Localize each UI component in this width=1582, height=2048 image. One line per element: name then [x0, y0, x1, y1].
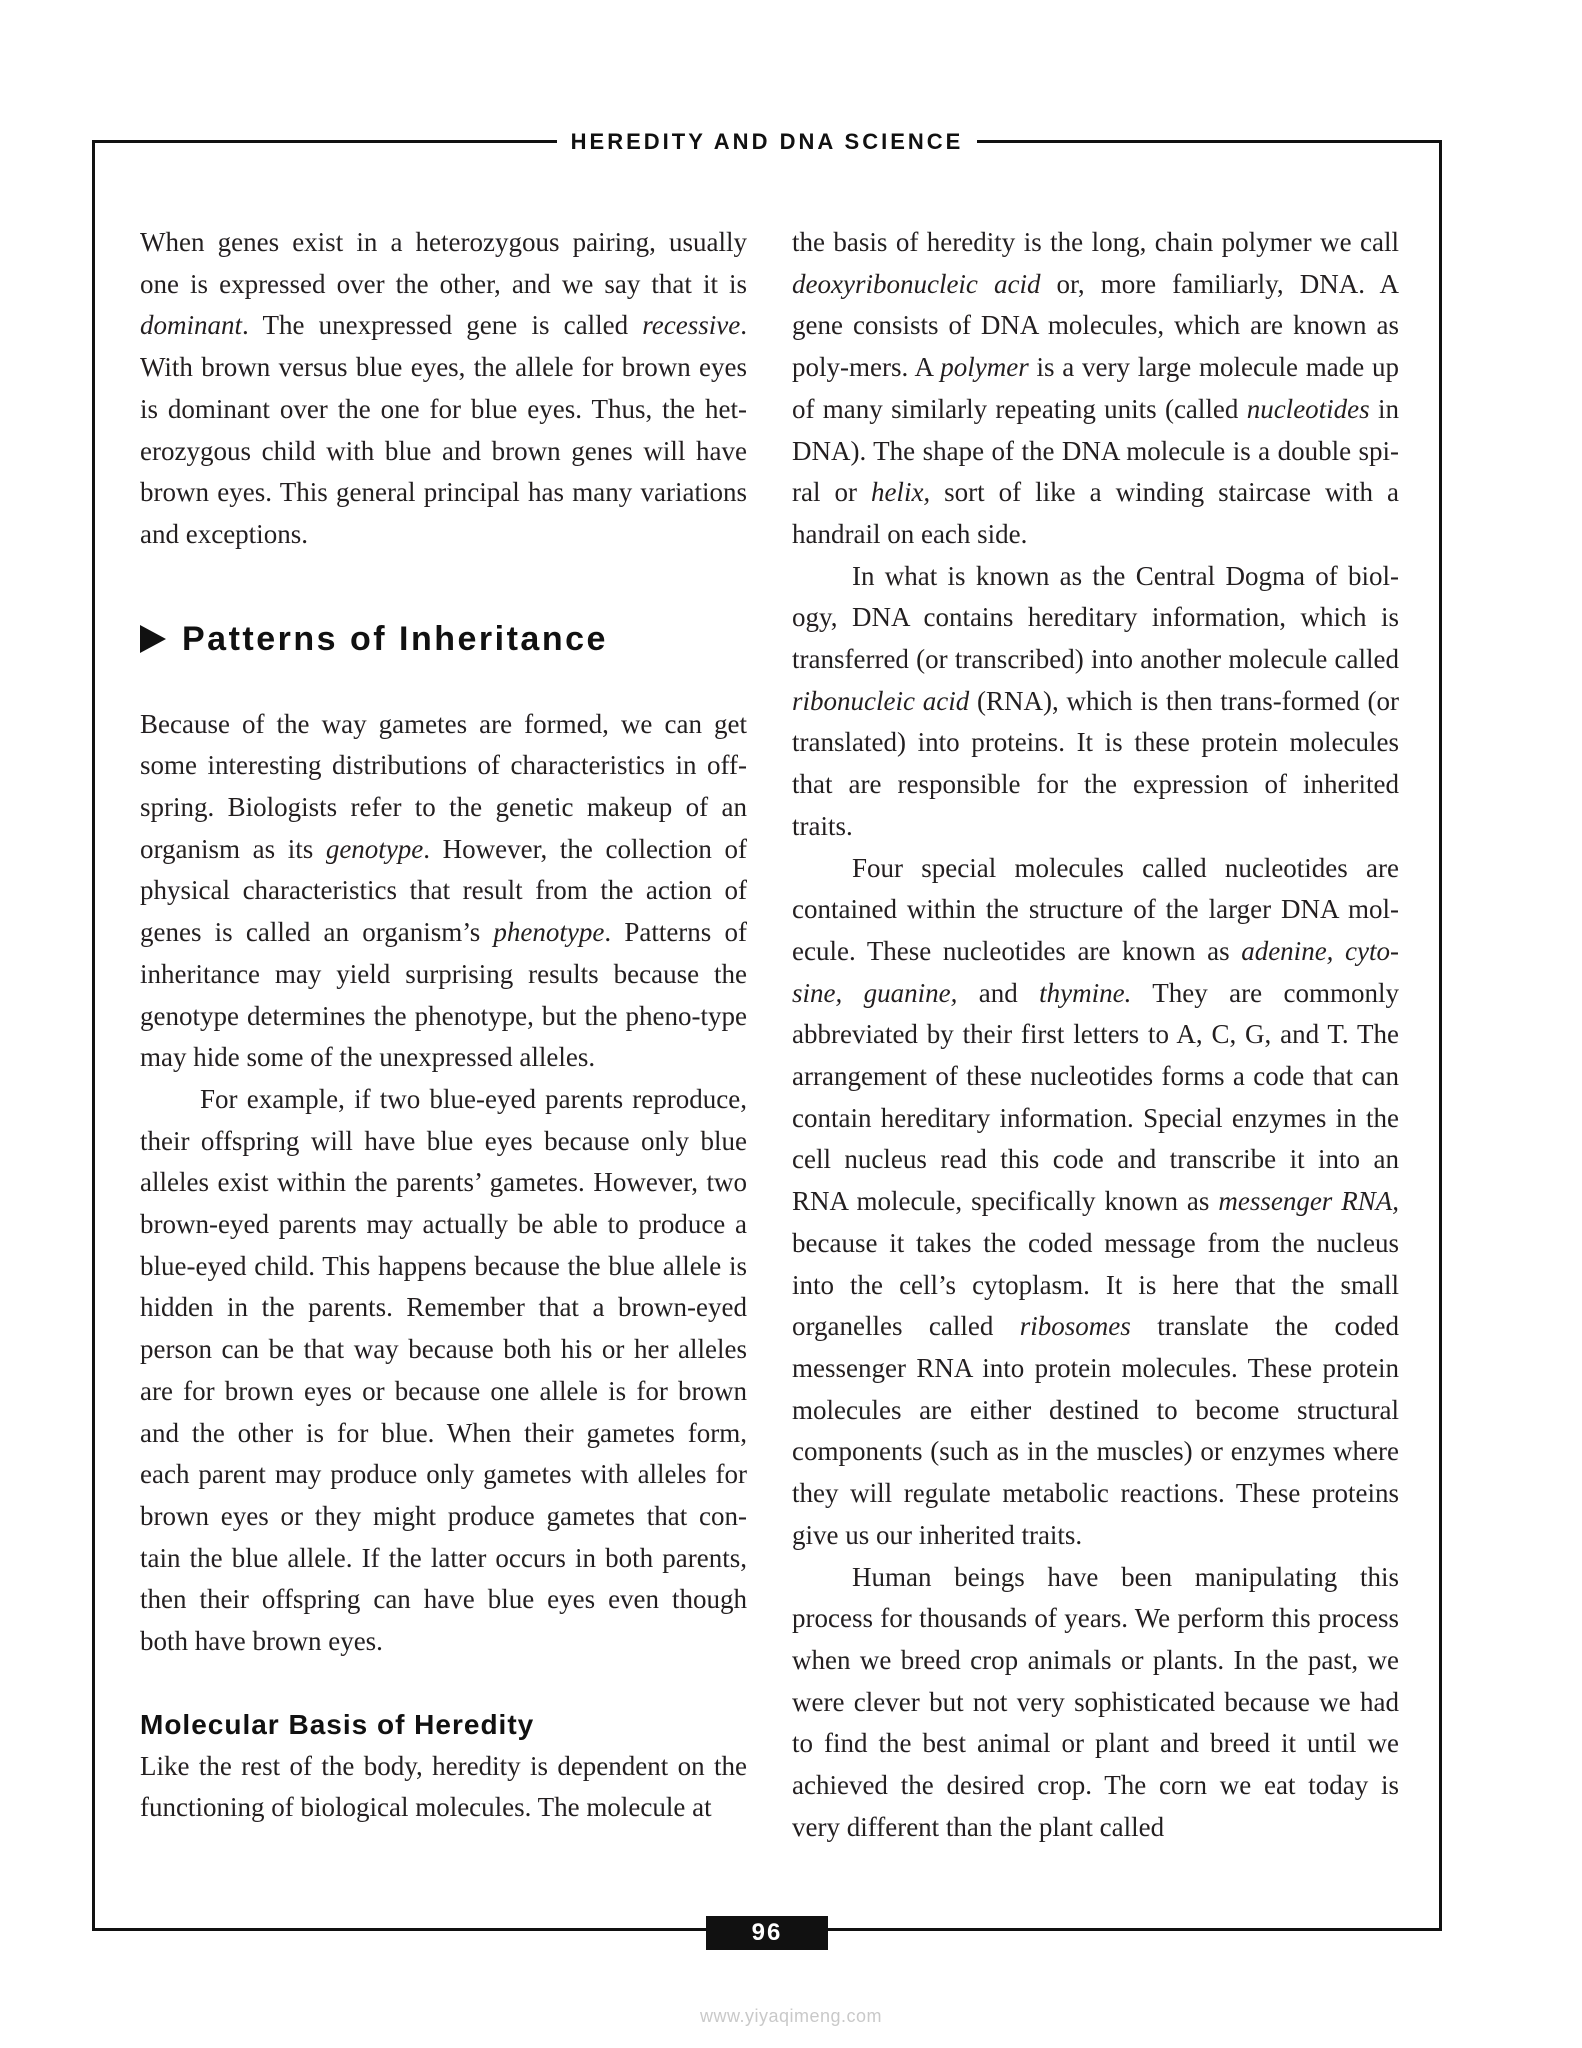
term-helix: helix,: [870, 477, 931, 508]
term-bases: adenine, cyto-sine, guanine,: [792, 935, 1399, 1008]
page-number: 96: [706, 1916, 828, 1950]
term-phenotype: phenotype: [493, 917, 605, 948]
right-column: [792, 222, 1399, 1848]
term-genotype: genotype: [325, 833, 424, 864]
paragraph: Four special molecules called nucleotides are contained within the structure of the larger DNA mol-ecule. These nucleotides are known as adenine, cyto-sine, guanine, and thymine. They are commonly abbreviated by their first letters to A, C, G, and T. The arrangement of these nucleotides forms a code that can contain hereditary information. Special enzymes in the cell nucleus read this code and transcribe it into an RNA molecule, specifically known as messenger RNA, because it takes the coded message from the nucleus into the cell’s cytoplasm. It is here that the small organelles called ribosomes translate the coded messenger RNA into protein molecules. These protein molecules are either destined to become structural components (such as in the muscles) or enzymes where they will regulate metabolic reactions. These proteins give us our inherited traits.: [792, 852, 1400, 1550]
paragraph: Human beings have been manipulating this process for thousands of years. We perform this process when we breed crop animals or plants. In the past, we were clever but not very sophisticated because we had to find the best animal or plant and breed it until we achieved the desired crop. The corn we eat today is very different than the plant called: [792, 1561, 1399, 1842]
term-dna: deoxyribonucleic acid: [792, 268, 1041, 299]
section-heading: [140, 619, 747, 660]
paragraph: Because of the way gametes are formed, we can get some interesting distributions of characteristics in off-spring. Biologists refer to the genetic makeup of an organism as its genotype. However, the collection of physical characteristics that result from the action of genes is called an organism’s phenotype. Patterns of inheritance may yield surprising results because the genotype determines the phenotype, but the pheno-type may hide some of the unexpressed alleles.: [140, 708, 748, 1073]
left-column: [140, 222, 747, 1829]
section-title: Patterns of Inheritance: [182, 619, 608, 658]
subsection-title: Molecular Basis of Heredity: [140, 1708, 535, 1740]
running-title: HEREDITY AND DNA SCIENCE: [557, 125, 978, 159]
paragraph: Like the rest of the body, heredity is dependent on the functioning of biological molecules. The molecule at: [140, 1750, 747, 1823]
triangle-bullet-icon: [140, 625, 166, 653]
term-dominant: dominant: [140, 310, 243, 341]
term-nucleotides: nucleotides: [1246, 393, 1370, 424]
term-thymine: thymine.: [1039, 977, 1132, 1008]
paragraph: the basis of heredity is the long, chain polymer we call deoxyribonucleic acid or, more familiarly, DNA. A gene consists of DNA molecules, which are known as poly-mers. A polymer is a very large molecule made up of many similarly repeating units (called nucleotides in DNA). The shape of the DNA molecule is a double spi-ral or helix, sort of like a winding staircase with a handrail on each side.: [792, 227, 1399, 549]
term-recessive: recessive: [642, 310, 741, 341]
term-rna: ribonucleic acid: [792, 685, 970, 716]
term-ribosomes: ribosomes: [1019, 1311, 1131, 1342]
paragraph: For example, if two blue-eyed parents reproduce, their offspring will have blue eyes because only blue alleles exist within the parents’ gametes. However, two brown-eyed parents may actually be able to produce a blue-eyed child. This happens because the blue allele is hidden in the parents. Remember that a brown-eyed person can be that way because both his or her alleles are for brown eyes or because one allele is for brown and the other is for blue. When their gametes form, each parent may produce only gametes with alleles for brown eyes or they might produce gametes that con-tain the blue allele. If the latter occurs in both parents, then their offspring can have blue eyes even though both have brown eyes.: [140, 1083, 747, 1657]
paragraph: When genes exist in a heterozygous pairing, usually one is expressed over the other, and we say that it is dominant. The unexpressed gene is called recessive. With brown versus blue eyes, the allele for brown eyes is dominant over the one for blue eyes. Thus, the het-erozygous child with blue and brown genes will have brown eyes. This general principal has many variations and exceptions.: [140, 227, 747, 549]
term-polymer: polymer: [940, 352, 1029, 383]
watermark: www.yiyaqimeng.com: [699, 2006, 883, 2026]
paragraph: In what is known as the Central Dogma of biol-ogy, DNA contains hereditary information, which is transferred (or transcribed) into another molecule called ribonucleic acid (RNA), which is then trans-formed (or translated) into proteins. It is these protein molecules that are responsible for the expression of inherited traits.: [792, 560, 1399, 841]
term-messenger-rna: messenger RNA,: [1218, 1186, 1399, 1217]
